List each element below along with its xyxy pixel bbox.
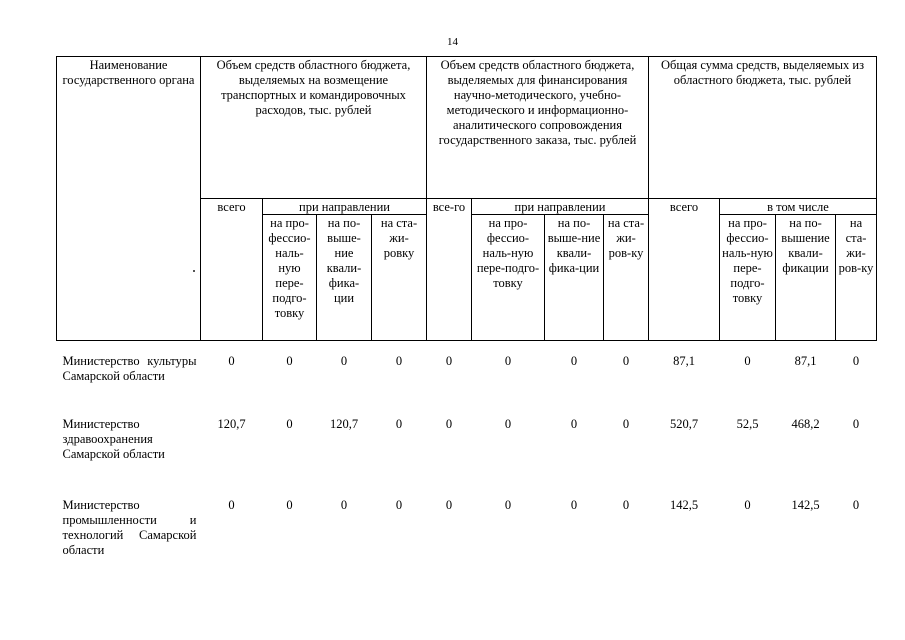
- header-qualification-2: на по-выше-ние квали-фика-ции: [545, 215, 604, 341]
- cell-value: 0: [445, 417, 453, 431]
- header-retraining-2: на про-фессио-наль-ную пере-подго-товку: [472, 215, 545, 341]
- budget-table: [56, 56, 877, 578]
- header-internship-2: на ста-жи-ров-ку: [604, 215, 649, 341]
- cell-value: 0: [228, 498, 235, 512]
- header-qualification-1: на по-выше-ние квали-фика-ции: [317, 215, 372, 341]
- cell-value: 0: [744, 354, 751, 368]
- cell-value: 468,2: [791, 417, 820, 431]
- cell-value: 142,5: [791, 498, 820, 512]
- cell-value: 0: [622, 498, 630, 512]
- row-org-name: Министерство промышленности и технологий Самарской области: [62, 498, 197, 557]
- cell-value: 0: [504, 354, 512, 368]
- cell-value: 0: [504, 417, 512, 431]
- page-number: 14: [447, 36, 458, 48]
- header-direction-1: при направлении: [263, 199, 427, 215]
- cell-value: 0: [622, 417, 630, 431]
- row-org-name: Министерство культуры Самарской области: [62, 354, 197, 383]
- cell-value: 0: [340, 498, 348, 512]
- cell-value: 0: [570, 417, 578, 431]
- cell-value: 0: [570, 498, 578, 512]
- cell-value: 120,7: [329, 417, 359, 431]
- header-total-1: всего: [201, 199, 263, 341]
- table-row: [57, 404, 877, 485]
- header-retraining-3: на про-фессио-наль-ную пере-подго-товку: [720, 215, 776, 341]
- table-row: [57, 341, 877, 405]
- header-retraining-1: на про-фессио-наль-ную пере-подго-товку: [263, 215, 317, 341]
- header-including: в том числе: [720, 199, 877, 215]
- cell-value: 0: [570, 354, 578, 368]
- cell-value: 0: [852, 417, 860, 431]
- cell-value: 0: [395, 417, 403, 431]
- header-total-2: все-го: [427, 199, 472, 341]
- cell-value: 0: [622, 354, 630, 368]
- cell-value: 0: [445, 498, 453, 512]
- cell-value: 0: [286, 498, 293, 512]
- cell-value: 520,7: [669, 417, 699, 431]
- cell-value: 0: [228, 354, 235, 368]
- header-qualification-3: на по-вышение квали-фикации: [776, 215, 836, 341]
- cell-value: 0: [286, 417, 293, 431]
- row-org-name: Министерство здравоохранения Самарской области: [62, 417, 165, 461]
- header-internship-1: на ста-жи-ровку: [372, 215, 427, 341]
- cell-value: 0: [504, 498, 512, 512]
- cell-value: 120,7: [217, 417, 246, 431]
- cell-value: 52,5: [736, 417, 759, 431]
- header-group-methodical: Объем средств областного бюджета, выделяемых для финансирования научно-методического, учебно-методического и информационно-аналитического сопровождения государственного заказа, тыс. рублей: [427, 57, 649, 199]
- header-group-total: Общая сумма средств, выделяемых из областного бюджета, тыс. рублей: [649, 57, 877, 199]
- header-org-name: Наименование государственного органа: [57, 57, 201, 341]
- header-group-travel: Объем средств областного бюджета, выделяемых на возмещение транспортных и командировочных расходов, тыс. рублей: [201, 57, 427, 199]
- cell-value: 0: [744, 498, 751, 512]
- cell-value: 0: [340, 354, 348, 368]
- cell-value: 0: [286, 354, 293, 368]
- cell-value: 0: [395, 498, 403, 512]
- cell-value: 0: [395, 354, 403, 368]
- cell-value: 87,1: [673, 354, 695, 368]
- header-total-3: всего: [649, 199, 720, 341]
- cell-value: 0: [445, 354, 453, 368]
- cell-value: 87,1: [794, 354, 817, 368]
- cell-value: 0: [852, 498, 860, 512]
- cell-value: 0: [852, 354, 860, 368]
- header-internship-3: на ста-жи-ров-ку: [836, 215, 877, 341]
- table-row: [57, 485, 877, 578]
- cell-value: 142,5: [669, 498, 699, 512]
- header-direction-2: при направлении: [472, 199, 649, 215]
